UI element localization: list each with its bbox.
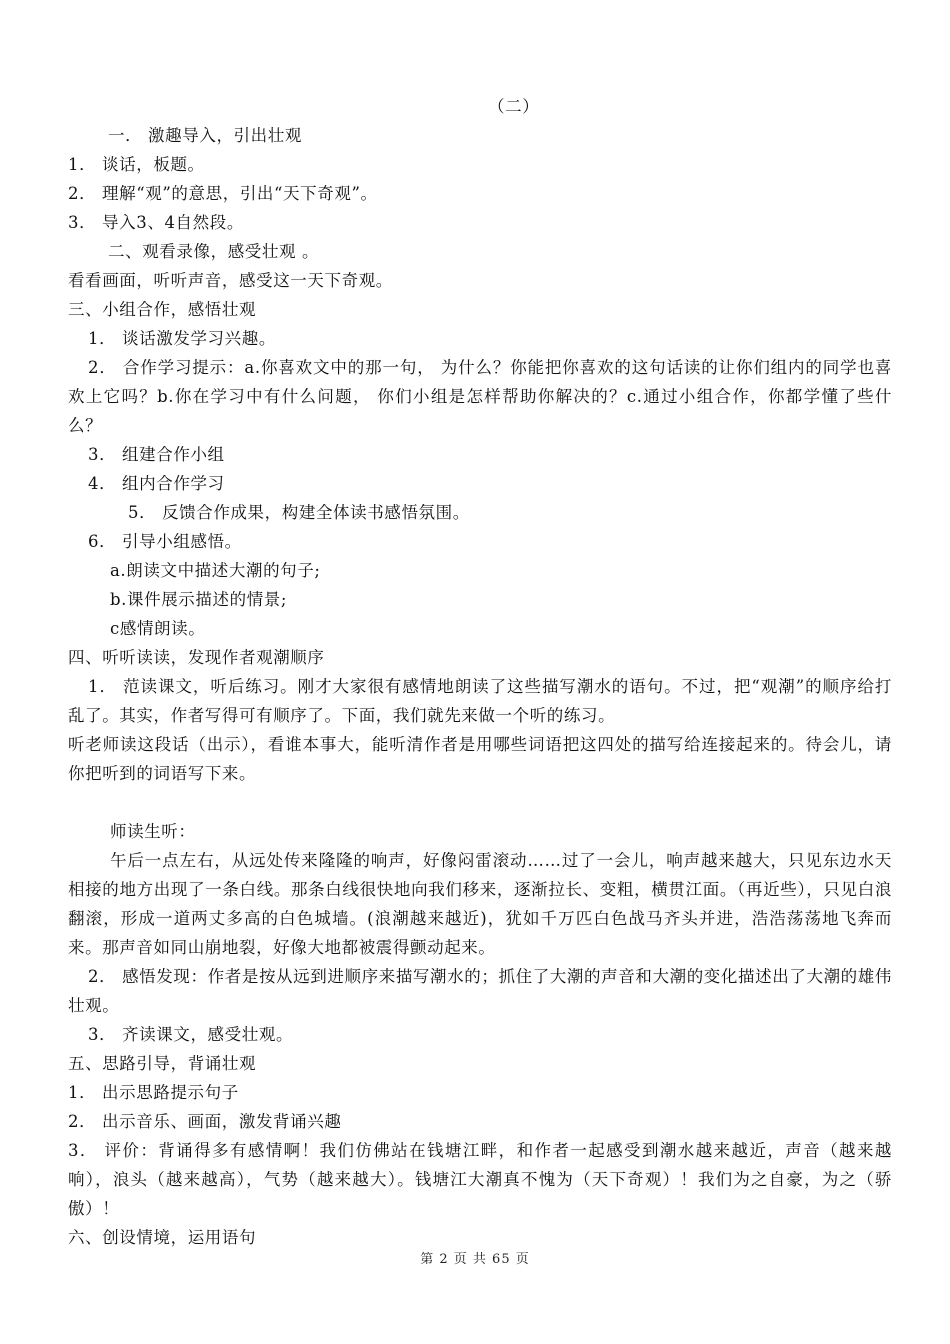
- section-title: （二）: [488, 97, 540, 116]
- step-4-3: 3． 齐读课文，感受壮观。: [88, 1025, 294, 1044]
- blank-line: [68, 788, 892, 817]
- substep-b: b.课件展示描述的情景;: [110, 590, 288, 609]
- step-3-2-text: 2． 合作学习提示：a.你喜欢文中的那一句， 为什么？你能把你喜欢的这句话读的让你们组内的同学也喜欢上它吗？b.你在学习中有什么问题， 你们小组是怎样帮助你解决的？c.通过小组合作，你都学懂了些什么？: [68, 358, 892, 435]
- heading-6: 六、创设情境，运用语句: [68, 1228, 257, 1247]
- step-1-3: 3． 导入3、4自然段。: [68, 213, 244, 232]
- step-5-2: 2． 出示音乐、画面，激发背诵兴趣: [68, 1112, 342, 1131]
- step-3-3: 3． 组建合作小组: [88, 445, 225, 464]
- step-4-1: [68, 672, 892, 730]
- document-body: [68, 92, 892, 1252]
- reading-passage-text: 午后一点左右，从远处传来隆隆的响声，好像闷雷滚动……过了一会儿，响声越来越大，只见东边水天相接的地方出现了一条白线。那条白线很快地向我们移来，逐渐拉长、变粗，横贯江面。（再近些），只见白浪翻滚，形成一道两丈多高的白色城墙。(浪潮越来越近)，犹如千万匹白色战马齐头并进，浩浩荡荡地飞奔而来。那声音如同山崩地裂，好像大地都被震得颤动起来。: [68, 851, 892, 957]
- step-4-2: [68, 962, 892, 1020]
- page-footer: 第 2 页 共 65 页: [420, 1252, 530, 1267]
- heading-4: 四、听听读读，发现作者观潮顺序: [68, 648, 325, 667]
- step-4-1-text: 1． 范读课文，听后练习。刚才大家很有感情地朗读了这些描写潮水的语句。不过，把“观潮”的顺序给打乱了。其实，作者写得可有顺序了。下面，我们就先来做一个听的练习。: [68, 677, 892, 725]
- step-1-2: 2． 理解“观”的意思，引出“天下奇观”。: [68, 184, 378, 203]
- heading-5: 五、思路引导，背诵壮观: [68, 1054, 257, 1073]
- heading-1: 一． 激趣导入，引出壮观: [108, 126, 302, 145]
- heading-2: 二、观看录像，感受壮观 。: [108, 242, 320, 261]
- step-3-1: 1． 谈话激发学习兴趣。: [88, 329, 276, 348]
- step-5-1: 1． 出示思路提示句子: [68, 1083, 239, 1102]
- step-4-2-text: 2． 感悟发现：作者是按从远到进顺序来描写潮水的；抓住了大潮的声音和大潮的变化描述出了大潮的雄伟壮观。: [68, 967, 892, 1015]
- substep-a: a.朗读文中描述大潮的句子;: [110, 561, 321, 580]
- reading-passage: [68, 846, 892, 962]
- step-3-5: 5． 反馈合作成果，构建全体读书感悟氛围。: [128, 503, 470, 522]
- step-3-6: 6． 引导小组感悟。: [88, 532, 242, 551]
- heading-3: 三、小组合作，感悟壮观: [68, 300, 257, 319]
- teacher-reads-label: 师读生听：: [110, 822, 196, 841]
- step-5-3: 3． 评价：背诵得多有感情啊！我们仿佛站在钱塘江畔，和作者一起感受到潮水越来越近，声音（越来越响），浪头（越来越高），气势（越来越大）。钱塘江大潮真不愧为（天下奇观）！我们为之自豪，为之（骄傲）！: [68, 1141, 892, 1218]
- step-1-1: 1． 谈话，板题。: [68, 155, 205, 174]
- step-3-2: [68, 353, 892, 440]
- step-3-4: 4． 组内合作学习: [88, 474, 225, 493]
- substep-c: c感情朗读。: [110, 619, 206, 638]
- paragraph-2: 看看画面，听听声音，感受这一天下奇观。: [68, 271, 393, 290]
- paragraph-4-listen: 听老师读这段话（出示），看谁本事大，能听清作者是用哪些词语把这四处的描写给连接起来的。待会儿，请你把听到的词语写下来。: [68, 735, 892, 783]
